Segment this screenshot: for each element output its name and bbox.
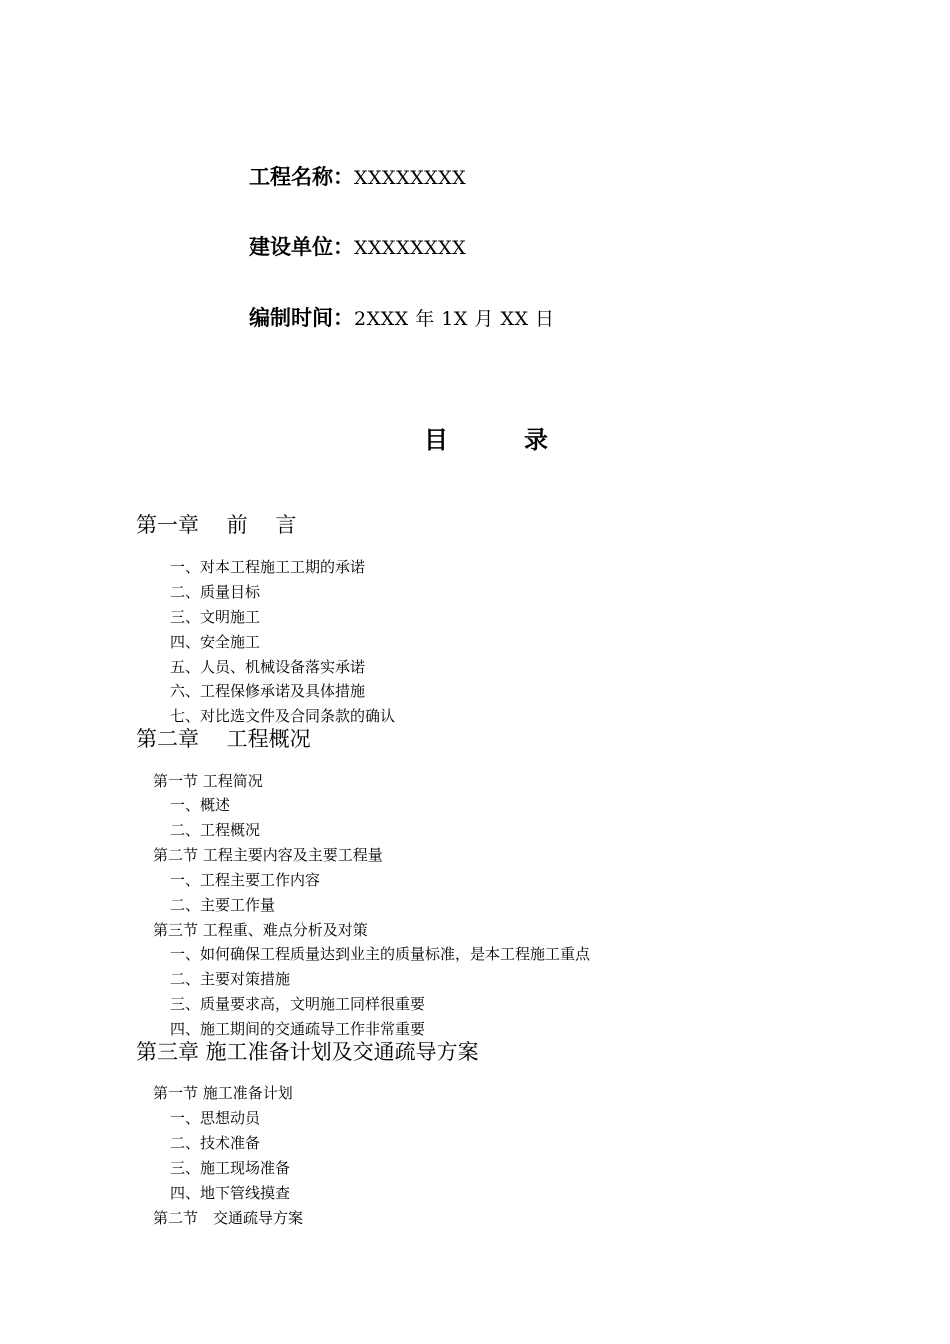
toc-chapter-2: 第二章 工程概况 (136, 727, 311, 751)
toc-title-char-1: 目 (424, 426, 448, 454)
project-name-label: 工程名称： (249, 165, 354, 189)
toc-ch2-s2-item-1: 一、工程主要工作内容 (170, 871, 321, 889)
toc-ch3-s1-item-4: 四、地下管线摸查 (170, 1184, 291, 1202)
toc-ch2-s2-item-2: 二、主要工作量 (170, 896, 276, 914)
toc-ch2-s3-item-4: 四、施工期间的交通疏导工作非常重要 (170, 1020, 426, 1038)
builder-label: 建设单位： (249, 235, 354, 259)
toc-ch1-item-1: 一、对本工程施工工期的承诺 (170, 558, 366, 576)
project-name-row (249, 164, 466, 191)
toc-ch2-section-3: 第三节 工程重、难点分析及对策 (153, 921, 368, 939)
toc-ch2-s1-item-2: 二、工程概况 (170, 821, 261, 839)
toc-ch3-section-1: 第一节 施工准备计划 (153, 1084, 293, 1102)
toc-ch2-s1-item-1: 一、概述 (170, 796, 231, 814)
toc-chapter-1: 第一章 前 言 (136, 513, 297, 537)
toc-ch1-item-6: 六、工程保修承诺及具体措施 (170, 682, 366, 700)
toc-ch3-s1-item-3: 三、施工现场准备 (170, 1159, 291, 1177)
date-row (249, 305, 555, 332)
toc-ch3-s1-item-1: 一、思想动员 (170, 1109, 261, 1127)
date-value: 2XXX 年 1X 月 XX 日 (354, 308, 555, 330)
date-label: 编制时间： (249, 306, 354, 330)
project-name-value: XXXXXXXX (354, 167, 467, 189)
toc-ch1-item-4: 四、安全施工 (170, 633, 261, 651)
toc-ch1-item-5: 五、人员、机械设备落实承诺 (170, 658, 366, 676)
toc-chapter-3: 第三章 施工准备计划及交通疏导方案 (136, 1040, 479, 1064)
toc-title-char-2: 录 (524, 426, 548, 454)
toc-ch3-s1-item-2: 二、技术准备 (170, 1134, 261, 1152)
toc-ch1-item-3: 三、文明施工 (170, 608, 261, 626)
toc-ch2-s3-item-1: 一、如何确保工程质量达到业主的质量标准，是本工程施工重点 (170, 945, 591, 963)
toc-ch2-section-1: 第一节 工程简况 (153, 772, 263, 790)
toc-ch2-section-2: 第二节 工程主要内容及主要工程量 (153, 846, 383, 864)
toc-ch2-s3-item-2: 二、主要对策措施 (170, 970, 291, 988)
toc-ch1-item-2: 二、质量目标 (170, 583, 261, 601)
toc-ch3-section-2: 第二节 交通疏导方案 (153, 1209, 304, 1227)
toc-ch1-item-7: 七、对比选文件及合同条款的确认 (170, 707, 396, 725)
toc-ch2-s3-item-3: 三、质量要求高，文明施工同样很重要 (170, 995, 426, 1013)
builder-row (249, 234, 466, 261)
builder-value: XXXXXXXX (354, 237, 467, 259)
toc-title (420, 424, 560, 456)
